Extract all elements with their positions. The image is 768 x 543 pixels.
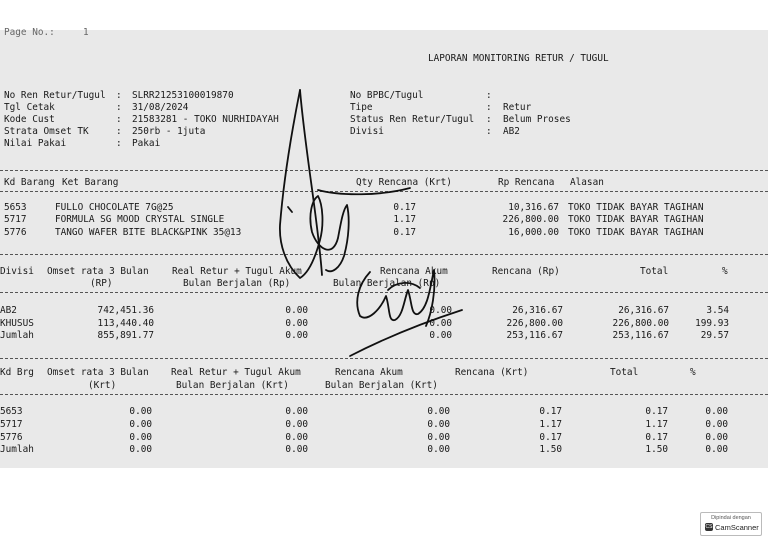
label-tgl-cetak: Tgl Cetak — [4, 102, 55, 113]
krt-code: 5776 — [0, 432, 23, 443]
krt-rencana: 0.17 — [539, 432, 562, 443]
krt-real: 0.00 — [285, 419, 308, 430]
krt-code: 5653 — [0, 406, 23, 417]
camscanner-icon: CS — [705, 524, 713, 530]
item-rp: 16,000.00 — [508, 227, 559, 238]
divider — [0, 191, 768, 192]
krt-omset: 0.00 — [129, 419, 152, 430]
label-no-bpbc: No BPBC/Tugul — [350, 90, 424, 101]
divisi-total: 253,116.67 — [612, 330, 669, 341]
item-rp: 10,316.67 — [508, 202, 559, 213]
krt-real: 0.00 — [285, 432, 308, 443]
col-percent-krt: % — [690, 367, 696, 378]
col-qty-rencana: Qty Rencana (Krt) — [356, 177, 452, 188]
colon: : — [116, 114, 122, 125]
value-no-ren: SLRR21253100019870 — [132, 90, 234, 101]
krt-rencana: 1.50 — [539, 444, 562, 455]
divisi-omset: 742,451.36 — [97, 305, 154, 316]
krt-percent: 0.00 — [705, 444, 728, 455]
col-alasan: Alasan — [570, 177, 604, 188]
value-kode-cust: 21583281 - TOKO NURHIDAYAH — [132, 114, 279, 125]
krt-akum: 0.00 — [427, 419, 450, 430]
krt-code: Jumlah — [0, 444, 34, 455]
col-real-retur-sub: Bulan Berjalan (Rp) — [183, 278, 291, 289]
colon: : — [116, 102, 122, 113]
label-strata: Strata Omset TK — [4, 126, 89, 137]
value-tipe: Retur — [503, 102, 532, 113]
value-status: Belum Proses — [503, 114, 571, 125]
badge-brand: CamScanner — [715, 523, 759, 532]
divisi-total: 226,800.00 — [612, 318, 669, 329]
col-rencana-akum: Rencana Akum — [380, 266, 448, 277]
item-qty: 0.17 — [393, 227, 416, 238]
col-rencana-krt: Rencana (Krt) — [455, 367, 529, 378]
item-rp: 226,800.00 — [502, 214, 559, 225]
page-number: Page No.: 1 — [4, 27, 89, 38]
label-kode-cust: Kode Cust — [4, 114, 55, 125]
col-ket-barang: Ket Barang — [62, 177, 119, 188]
item-name: TANGO WAFER BITE BLACK&PINK 35@13 — [55, 227, 242, 238]
divisi-akum: 0.00 — [429, 318, 452, 329]
label-nilai-pakai: Nilai Pakai — [4, 138, 67, 149]
col-rencana-rp: Rencana (Rp) — [492, 266, 560, 277]
krt-akum: 0.00 — [427, 432, 450, 443]
krt-total: 0.17 — [645, 432, 668, 443]
colon: : — [116, 138, 122, 149]
value-strata: 250rb - 1juta — [132, 126, 206, 137]
divider — [0, 170, 768, 171]
krt-rencana: 1.17 — [539, 419, 562, 430]
krt-rencana: 0.17 — [539, 406, 562, 417]
colon: : — [116, 126, 122, 137]
krt-percent: 0.00 — [705, 406, 728, 417]
divisi-total: 26,316.67 — [618, 305, 669, 316]
divider — [0, 292, 768, 293]
divisi-name: AB2 — [0, 305, 17, 316]
krt-total: 0.17 — [645, 406, 668, 417]
col-percent: % — [722, 266, 728, 277]
item-code: 5776 — [4, 227, 27, 238]
divisi-omset: 855,891.77 — [97, 330, 154, 341]
col-rencana-akum-krt-sub: Bulan Berjalan (Krt) — [325, 380, 438, 391]
divisi-real: 0.00 — [285, 305, 308, 316]
colon: : — [486, 90, 492, 101]
label-no-ren: No Ren Retur/Tugul — [4, 90, 106, 101]
item-name: FULLO CHOCOLATE 7G@25 — [55, 202, 174, 213]
value-tgl-cetak: 31/08/2024 — [132, 102, 189, 113]
divisi-name: KHUSUS — [0, 318, 34, 329]
krt-omset: 0.00 — [129, 432, 152, 443]
krt-real: 0.00 — [285, 444, 308, 455]
divisi-real: 0.00 — [285, 330, 308, 341]
item-code: 5717 — [4, 214, 27, 225]
item-reason: TOKO TIDAK BAYAR TAGIHAN — [568, 214, 704, 225]
krt-omset: 0.00 — [129, 444, 152, 455]
item-name: FORMULA SG MOOD CRYSTAL SINGLE — [55, 214, 225, 225]
krt-omset: 0.00 — [129, 406, 152, 417]
col-rencana-akum-krt: Rencana Akum — [335, 367, 403, 378]
col-omset: Omset rata 3 Bulan — [47, 266, 149, 277]
item-reason: TOKO TIDAK BAYAR TAGIHAN — [568, 227, 704, 238]
divider — [0, 358, 768, 359]
col-rencana-akum-sub: Bulan Berjalan (Rp) — [333, 278, 441, 289]
col-rp-rencana: Rp Rencana — [498, 177, 555, 188]
camscanner-badge — [700, 512, 762, 536]
colon: : — [486, 114, 492, 125]
item-reason: TOKO TIDAK BAYAR TAGIHAN — [568, 202, 704, 213]
krt-code: 5717 — [0, 419, 23, 430]
divisi-name: Jumlah — [0, 330, 34, 341]
col-total: Total — [640, 266, 669, 277]
divisi-akum: 0.00 — [429, 305, 452, 316]
krt-akum: 0.00 — [427, 406, 450, 417]
item-qty: 0.17 — [393, 202, 416, 213]
divisi-rencana: 226,800.00 — [506, 318, 563, 329]
value-divisi: AB2 — [503, 126, 520, 137]
report-title: LAPORAN MONITORING RETUR / TUGUL — [428, 53, 609, 64]
divisi-real: 0.00 — [285, 318, 308, 329]
report-page — [0, 27, 768, 468]
col-divisi: Divisi — [0, 266, 34, 277]
col-real-retur-krt-sub: Bulan Berjalan (Krt) — [176, 380, 289, 391]
colon: : — [486, 102, 492, 113]
divider — [0, 394, 768, 395]
label-status: Status Ren Retur/Tugul — [350, 114, 475, 125]
col-real-retur: Real Retur + Tugul Akum — [172, 266, 302, 277]
item-qty: 1.17 — [393, 214, 416, 225]
krt-percent: 0.00 — [705, 432, 728, 443]
colon: : — [486, 126, 492, 137]
colon: : — [116, 90, 122, 101]
krt-real: 0.00 — [285, 406, 308, 417]
col-kd-brg: Kd Brg — [0, 367, 34, 378]
krt-percent: 0.00 — [705, 419, 728, 430]
divisi-rencana: 26,316.67 — [512, 305, 563, 316]
label-tipe: Tipe — [350, 102, 373, 113]
col-real-retur-krt: Real Retur + Tugul Akum — [171, 367, 301, 378]
krt-total: 1.17 — [645, 419, 668, 430]
col-omset-krt: Omset rata 3 Bulan — [47, 367, 149, 378]
divider — [0, 254, 768, 255]
col-kd-barang: Kd Barang — [4, 177, 55, 188]
col-omset-unit: (RP) — [90, 278, 113, 289]
krt-total: 1.50 — [645, 444, 668, 455]
krt-akum: 0.00 — [427, 444, 450, 455]
divisi-percent: 29.57 — [700, 330, 729, 341]
divisi-percent: 3.54 — [706, 305, 729, 316]
divisi-akum: 0.00 — [429, 330, 452, 341]
divisi-rencana: 253,116.67 — [506, 330, 563, 341]
value-nilai-pakai: Pakai — [132, 138, 161, 149]
badge-caption: Dipindai dengan — [711, 515, 751, 521]
col-total-krt: Total — [610, 367, 639, 378]
col-omset-krt-unit: (Krt) — [88, 380, 117, 391]
divisi-percent: 199.93 — [695, 318, 729, 329]
label-divisi: Divisi — [350, 126, 384, 137]
divisi-omset: 113,440.40 — [97, 318, 154, 329]
item-code: 5653 — [4, 202, 27, 213]
